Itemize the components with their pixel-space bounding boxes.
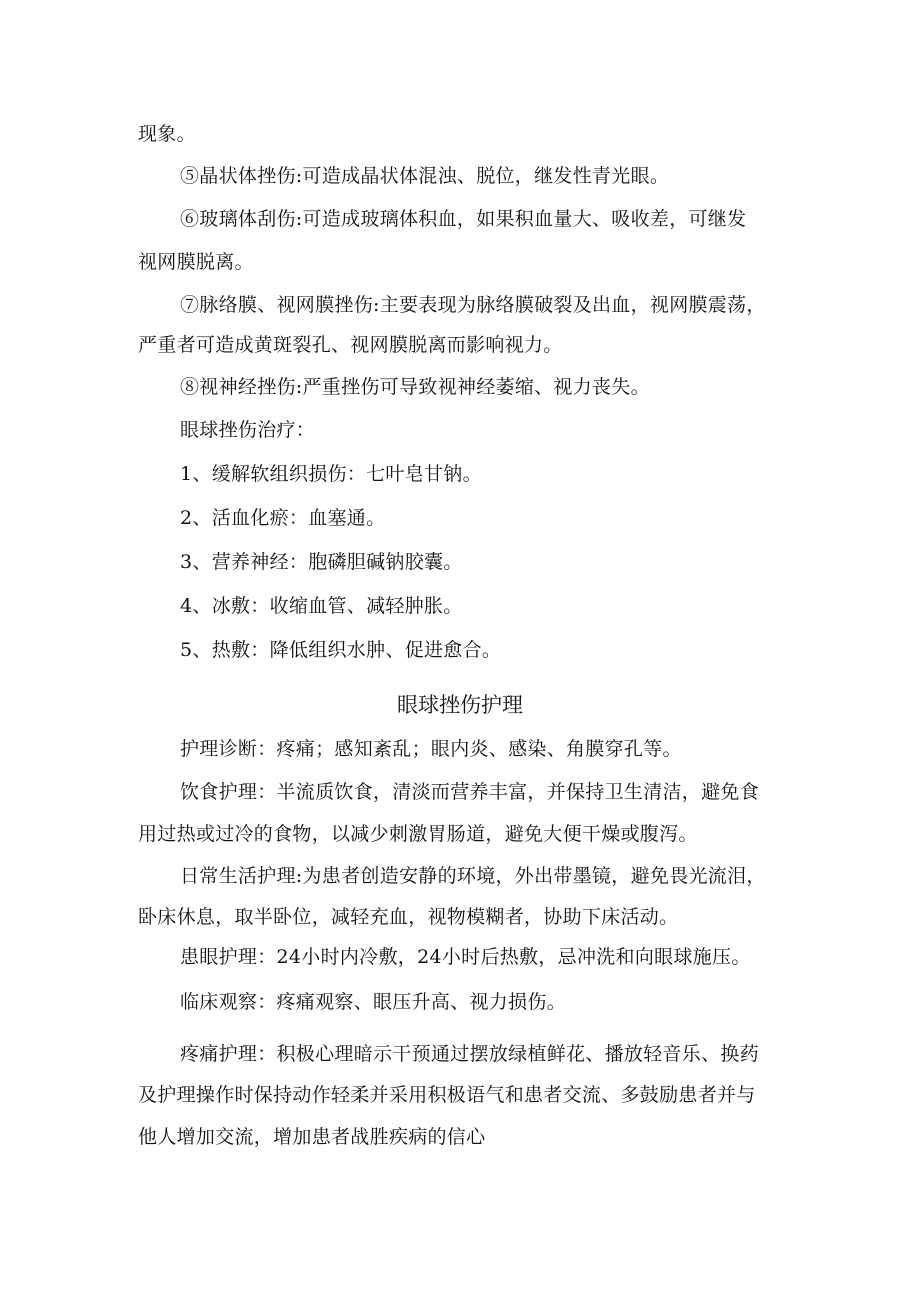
list-item: 3、营养神经：胞磷胆碱钠胶囊。 (180, 551, 463, 573)
text-line: 卧床休息，取半卧位，减轻充血，视物模糊者，协助下床活动。 (138, 906, 679, 928)
text-line: 饮食护理：半流质饮食，清淡而营养丰富，并保持卫生清洁，避免食 (180, 781, 760, 803)
list-item: 5、热敷：降低组织水肿、促进愈合。 (180, 639, 502, 661)
text-line: 他人增加交流，增加患者战胜疾病的信心 (138, 1126, 486, 1148)
text-line: 视网膜脱离。 (138, 251, 254, 273)
text-line: ⑦脉络膜、视网膜挫伤:主要表现为脉络膜破裂及出血，视网膜震荡， (180, 294, 766, 316)
text-line: 护理诊断：疼痛；感知紊乱；眼内炎、感染、角膜穿孔等。 (180, 738, 682, 760)
list-item: 4、冰敷：收缩血管、减轻肿胀。 (180, 595, 463, 617)
text-line: 现象。 (138, 123, 196, 145)
text-line: 疼痛护理：积极心理暗示干预通过摆放绿植鲜花、播放轻音乐、换药 (180, 1043, 760, 1065)
list-item: 2、活血化瘀：血塞通。 (180, 507, 386, 529)
text-line: 及护理操作时保持动作轻柔并采用积极语气和患者交流、多鼓励患者并与 (138, 1084, 756, 1106)
text-line: 严重者可造成黄斑裂孔、视网膜脱离而影响视力。 (138, 334, 563, 356)
section-subheading: 眼球挫伤治疗： (180, 419, 316, 441)
section-heading: 眼球挫伤护理 (397, 693, 523, 717)
text-line: 临床观察：疼痛观察、眼压升高、视力损伤。 (180, 991, 567, 1013)
text-line: ⑤晶状体挫伤:可造成晶状体混浊、脱位，继发性青光眼。 (180, 165, 670, 187)
text-line: ⑧视神经挫伤:严重挫伤可导致视神经萎缩、视力丧失。 (180, 376, 650, 398)
text-line: 用过热或过冷的食物，以减少刺激胃肠道，避免大便干燥或腹泻。 (138, 823, 698, 845)
text-line: 日常生活护理:为患者创造安静的环境，外出带墨镜，避免畏光流泪， (180, 865, 766, 887)
text-line: ⑥玻璃体刮伤:可造成玻璃体积血，如果积血量大、吸收差，可继发 (180, 208, 747, 230)
list-item: 1、缓解软组织损伤：七叶皂甘钠。 (180, 463, 482, 485)
text-line: 患眼护理：24小时内冷敷，24小时后热敷，忌冲洗和向眼球施压。 (180, 946, 751, 968)
